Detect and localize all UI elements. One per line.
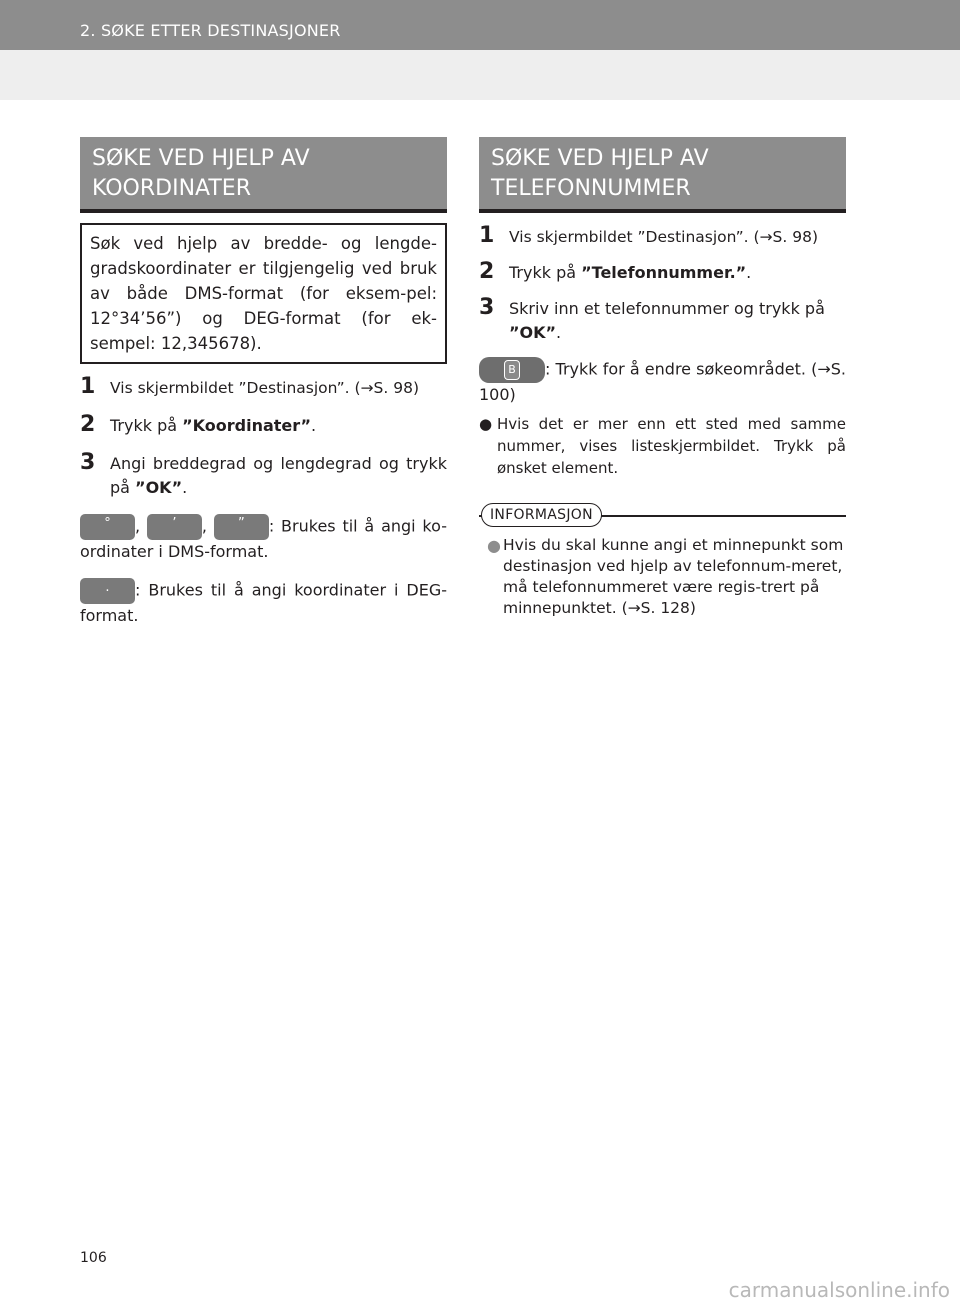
coordinates-step-3 [80, 452, 447, 500]
watermark-text: carmanualsonline.info [728, 1278, 950, 1302]
step-text-post: . [182, 478, 188, 497]
minute-key-button[interactable]: ’ [147, 514, 202, 540]
information-note [479, 535, 846, 619]
separator: , [201, 516, 208, 536]
search-area-button[interactable] [479, 357, 545, 383]
coordinates-heading [80, 137, 447, 213]
info-bullet-icon: ● [487, 536, 501, 555]
decimal-key-button[interactable]: . [80, 578, 135, 604]
step-text-post: . [746, 263, 752, 282]
phone-step-1 [479, 225, 846, 249]
step-number: 2 [479, 259, 495, 284]
separator: , [135, 516, 141, 536]
phone-number-heading [479, 137, 846, 213]
step-text-bold: ”Koordinater” [182, 416, 311, 435]
page-number: 106 [80, 1250, 107, 1266]
dms-buttons-description [80, 514, 447, 564]
step-number: 3 [80, 450, 96, 475]
step-number: 1 [479, 223, 495, 248]
multiple-results-note [479, 413, 846, 479]
step-text-bold: ”Telefonnummer.” [581, 263, 747, 282]
bullet-text: Hvis det er mer enn ett sted med samme nummer, vises listeskjermbildet. Trykk på ønsket element. [497, 415, 846, 477]
step-number: 3 [479, 295, 495, 320]
step-text-post: . [556, 323, 562, 342]
step-text-pre: Trykk på [110, 416, 183, 435]
step-text-bold: ”OK” [135, 478, 183, 497]
phone-step-3 [479, 297, 846, 345]
coordinates-step-2 [80, 414, 447, 438]
degree-key-button[interactable]: ° [80, 514, 135, 540]
chapter-title: 2. SØKE ETTER DESTINASJONER [80, 21, 341, 40]
deg-description-text: : Brukes til å angi koordinater i DEG-format. [80, 580, 447, 625]
phone-number-section [479, 137, 846, 619]
step-text-bold: ”OK” [509, 323, 557, 342]
step-text: Vis skjermbildet ”Destinasjon”. (→S. 98) [509, 228, 819, 246]
step-text: Vis skjermbildet ”Destinasjon”. (→S. 98) [110, 379, 420, 397]
step-text-pre: Trykk på [509, 263, 582, 282]
area-button-description [479, 357, 846, 407]
information-box [479, 503, 846, 619]
coordinates-heading-line1: SØKE VED HJELP AV [92, 146, 310, 171]
bullet-icon: ● [479, 415, 493, 433]
step-number: 2 [80, 412, 96, 437]
dms-description-text: : Brukes til å angi ko-ordinater i DMS-format. [80, 516, 447, 561]
coordinates-intro-box: Søk ved hjelp av bredde- og lengde-gradskoordinater er tilgjengelig ved bruk av både DMS-format (for eksem-pel: 12°34’56”) og DEG-format (for ek-sempel: 12,345678). [80, 223, 447, 364]
coordinates-step-1 [80, 376, 447, 400]
deg-button-description [80, 578, 447, 628]
search-area-button-letter: B [504, 360, 520, 380]
step-number: 1 [80, 374, 96, 399]
phone-step-2 [479, 261, 846, 285]
phone-heading-line1: SØKE VED HJELP AV [491, 146, 709, 171]
info-bullet-text: Hvis du skal kunne angi et minnepunkt som destinasjon ved hjelp av telefonnum-meret, må telefonnummeret være regis-trert på minnepunktet. (→S. 128) [503, 536, 844, 617]
coordinates-section [80, 137, 447, 628]
chapter-header [0, 0, 960, 50]
coordinates-heading-line2: KOORDINATER [92, 176, 251, 201]
step-text-post: . [310, 416, 317, 435]
phone-heading-line2: TELEFONNUMMER [491, 176, 691, 201]
information-tag: INFORMASJON [481, 503, 602, 527]
area-description-text: : Trykk for å endre søkeområdet. (→S. 100) [479, 359, 846, 404]
second-key-button[interactable]: ” [214, 514, 269, 540]
step-text-pre: Angi breddegrad og lengdegrad og trykk på [110, 454, 447, 497]
step-text-pre: Skriv inn et telefonnummer og trykk på [509, 299, 825, 318]
